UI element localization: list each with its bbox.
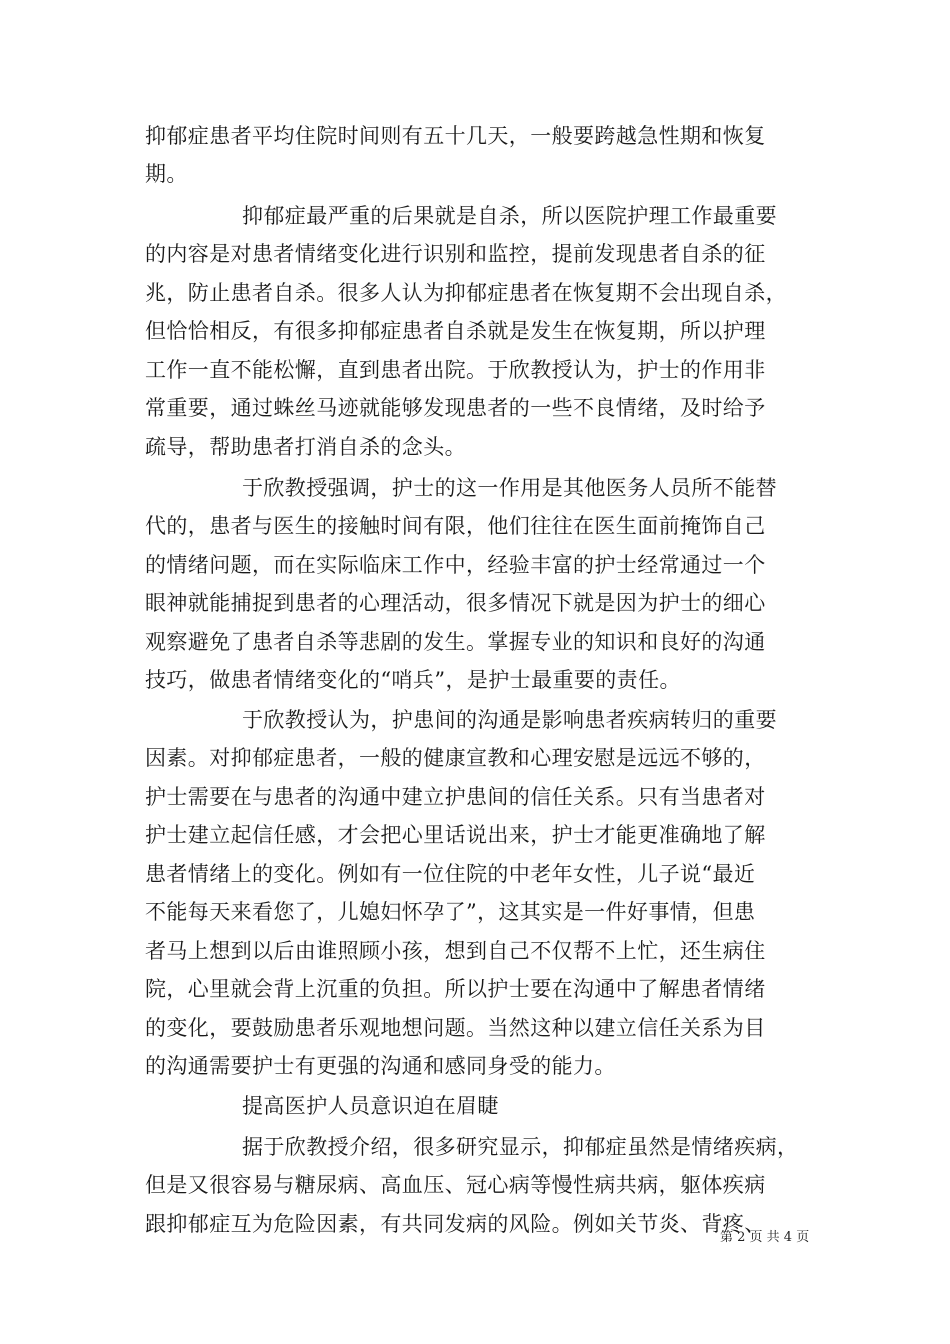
section-heading: 提高医护人员意识迫在眉睫 — [242, 1094, 499, 1118]
text-line: 的情绪问题，而在实际临床工作中，经验丰富的护士经常通过一个 — [145, 553, 766, 577]
text-line: 因素。对抑郁症患者，一般的健康宣教和心理安慰是远远不够的， — [145, 746, 766, 770]
text-line: 抑郁症患者平均住院时间则有五十几天，一般要跨越急性期和恢复 — [145, 124, 766, 148]
text-line: 代的，患者与医生的接触时间有限，他们往往在医生面前掩饰自己 — [145, 514, 766, 538]
text-line: 眼神就能捕捉到患者的心理活动，很多情况下就是因为护士的细心 — [145, 591, 766, 615]
text-line: 护士需要在与患者的沟通中建立护患间的信任关系。只有当患者对 — [145, 785, 766, 809]
text-line: 兆，防止患者自杀。很多人认为抑郁症患者在恢复期不会出现自杀， — [145, 281, 787, 305]
text-line: 疏导，帮助患者打消自杀的念头。 — [145, 435, 466, 459]
text-line: 患者情绪上的变化。例如有一位住院的中老年女性，儿子说“最近 — [145, 862, 756, 886]
text-line: 观察避免了患者自杀等悲剧的发生。掌握专业的知识和良好的沟通 — [145, 630, 766, 654]
text-line: 跟抑郁症互为危险因素，有共同发病的风险。例如关节炎、背疼、 — [145, 1212, 766, 1236]
text-line: 的沟通需要护士有更强的沟通和感同身受的能力。 — [145, 1054, 616, 1078]
text-line: 院，心里就会背上沉重的负担。所以护士要在沟通中了解患者情绪 — [145, 977, 766, 1001]
text-line: 工作一直不能松懈，直到患者出院。于欣教授认为，护士的作用非 — [145, 358, 766, 382]
text-line: 但是又很容易与糖尿病、高血压、冠心病等慢性病共病，躯体疾病 — [145, 1173, 766, 1197]
text-line: 的内容是对患者情绪变化进行识别和监控，提前发现患者自杀的征 — [145, 242, 766, 266]
text-line: 者马上想到以后由谁照顾小孩，想到自己不仅帮不上忙，还生病住 — [145, 939, 766, 963]
text-line: 常重要，通过蛛丝马迹就能够发现患者的一些不良情绪，及时给予 — [145, 396, 766, 420]
paragraph-start: 据于欣教授介绍，很多研究显示，抑郁症虽然是情绪疾病， — [242, 1135, 799, 1159]
text-line: 但恰恰相反，有很多抑郁症患者自杀就是发生在恢复期，所以护理 — [145, 319, 766, 343]
text-line: 的变化，要鼓励患者乐观地想问题。当然这种以建立信任关系为目 — [145, 1016, 766, 1040]
text-line: 护士建立起信任感，才会把心里话说出来，护士才能更准确地了解 — [145, 823, 766, 847]
page-number: 第 2 页 共 4 页 — [720, 1230, 810, 1245]
text-line: 技巧，做患者情绪变化的“哨兵”，是护士最重要的责任。 — [145, 668, 681, 692]
paragraph-start: 于欣教授强调，护士的这一作用是其他医务人员所不能替 — [242, 476, 777, 500]
text-line: 期。 — [145, 162, 188, 186]
text-line: 不能每天来看您了，儿媳妇怀孕了”，这其实是一件好事情，但患 — [145, 900, 756, 924]
paragraph-start: 抑郁症最严重的后果就是自杀，所以医院护理工作最重要 — [242, 204, 777, 228]
paragraph-start: 于欣教授认为，护患间的沟通是影响患者疾病转归的重要 — [242, 708, 777, 732]
